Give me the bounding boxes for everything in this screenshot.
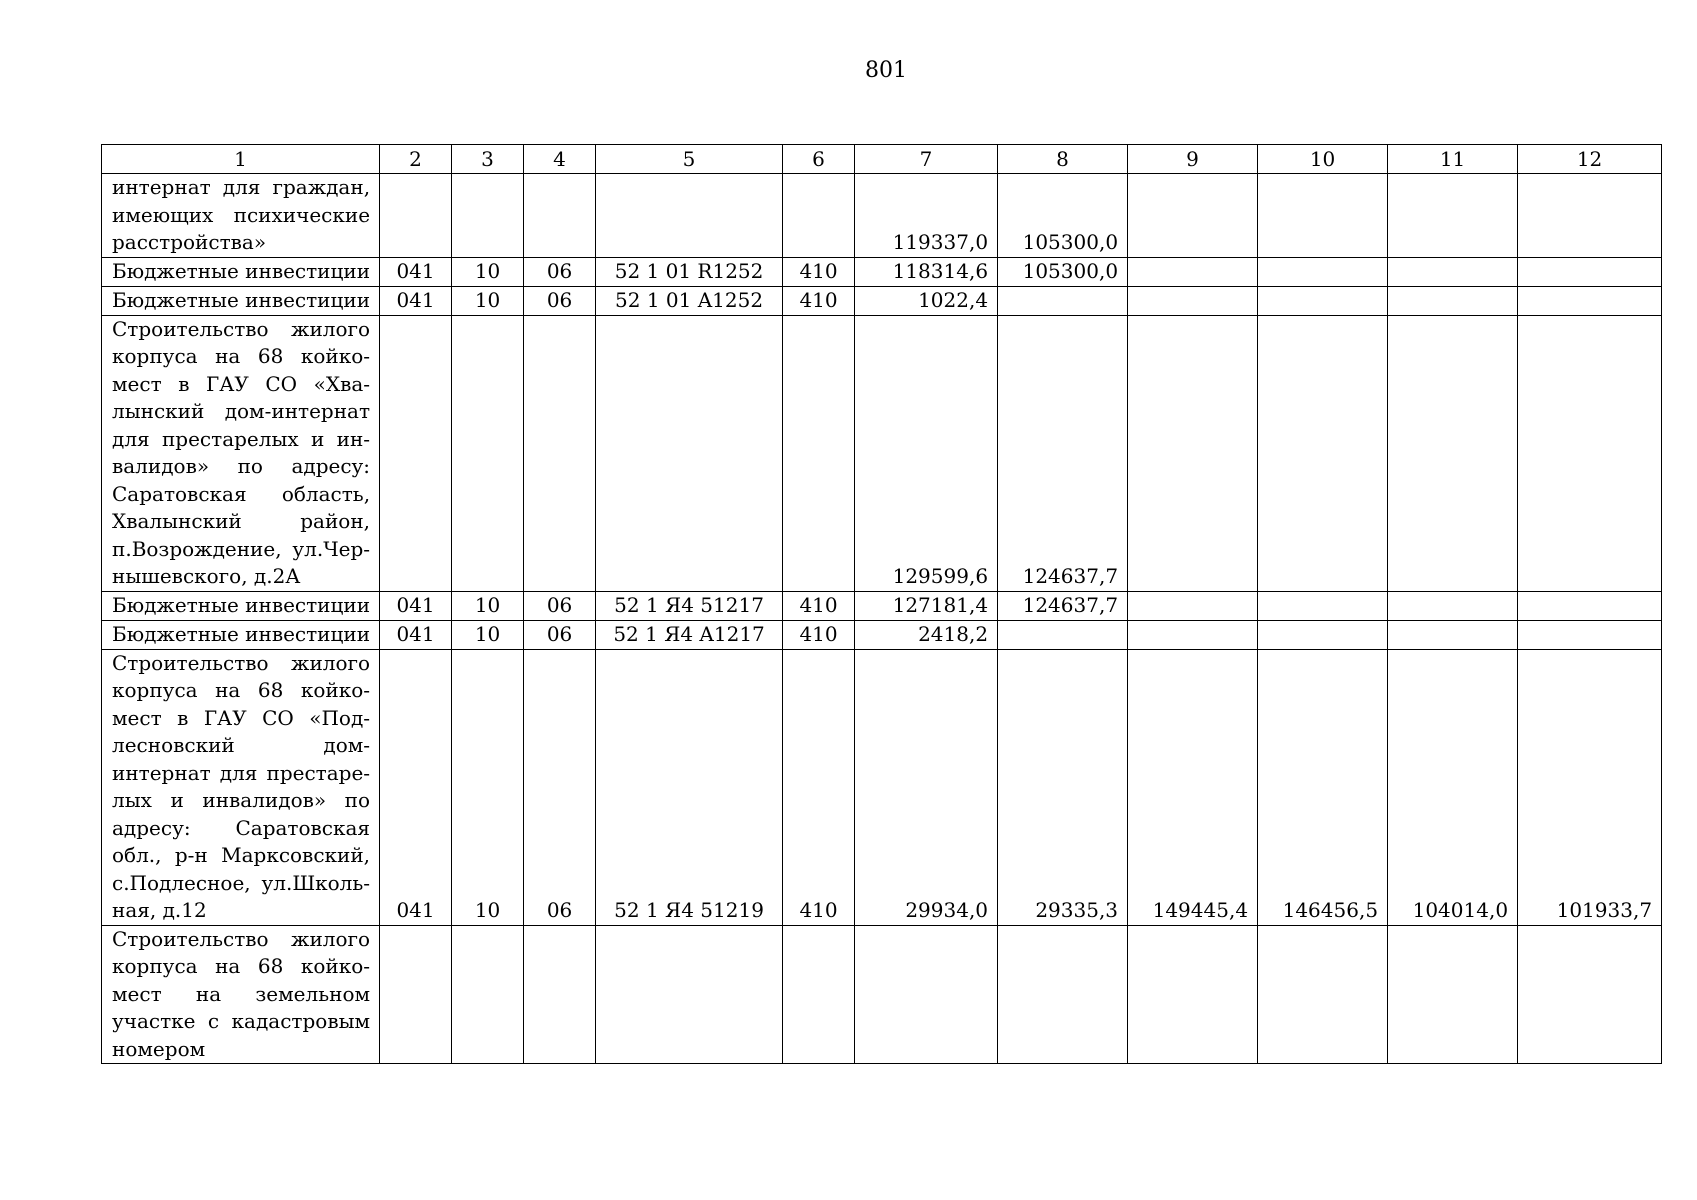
section-cell: 10 xyxy=(452,591,524,620)
amount-cell xyxy=(1388,591,1518,620)
subsection-cell: 06 xyxy=(524,286,596,315)
target-article-cell: 52 1 Я4 51219 xyxy=(596,649,783,925)
amount-cell: 101933,7 xyxy=(1518,649,1662,925)
description-line: корпуса на 68 койко- xyxy=(112,954,371,978)
column-number-cell: 4 xyxy=(524,145,596,174)
amount-cell xyxy=(1128,286,1258,315)
subsection-cell: 06 xyxy=(524,591,596,620)
section-cell: 10 xyxy=(452,257,524,286)
column-number-cell: 12 xyxy=(1518,145,1662,174)
subsection-cell xyxy=(524,925,596,1064)
description-line: с.Подлесное, ул.Школь- xyxy=(112,870,371,895)
column-number-cell: 6 xyxy=(783,145,855,174)
amount-cell xyxy=(1128,315,1258,591)
table-row xyxy=(102,649,1662,925)
amount-cell xyxy=(855,925,998,1064)
amount-cell: 105300,0 xyxy=(998,174,1128,258)
amount-cell xyxy=(1388,174,1518,258)
amount-cell: 124637,7 xyxy=(998,591,1128,620)
description-line: адресу: Саратовская xyxy=(112,815,371,840)
expense-type-cell: 410 xyxy=(783,591,855,620)
description-line: участке с кадастровым xyxy=(112,1009,371,1033)
administrator-code-cell: 041 xyxy=(380,286,452,315)
table-row xyxy=(102,315,1662,591)
amount-cell xyxy=(998,620,1128,649)
description-line: лынский дом-интернат xyxy=(112,399,371,423)
column-number-cell: 1 xyxy=(102,145,380,174)
amount-cell xyxy=(1518,925,1662,1064)
description-line: Бюджетные инвестиции xyxy=(112,621,371,646)
administrator-code-cell: 041 xyxy=(380,620,452,649)
table-row xyxy=(102,286,1662,315)
subsection-cell xyxy=(524,174,596,258)
section-cell xyxy=(452,174,524,258)
subsection-cell: 06 xyxy=(524,257,596,286)
amount-cell: 29335,3 xyxy=(998,649,1128,925)
amount-cell: 149445,4 xyxy=(1128,649,1258,925)
column-number-cell: 2 xyxy=(380,145,452,174)
subsection-cell xyxy=(524,315,596,591)
column-number-cell: 7 xyxy=(855,145,998,174)
amount-cell: 104014,0 xyxy=(1388,649,1518,925)
amount-cell xyxy=(1518,174,1662,258)
target-article-cell xyxy=(596,315,783,591)
description-line: Бюджетные инвестиции xyxy=(112,287,371,312)
amount-cell xyxy=(1388,925,1518,1064)
amount-cell xyxy=(998,286,1128,315)
amount-cell: 2418,2 xyxy=(855,620,998,649)
administrator-code-cell: 041 xyxy=(380,649,452,925)
target-article-cell: 52 1 01 R1252 xyxy=(596,257,783,286)
expense-type-cell: 410 xyxy=(783,649,855,925)
amount-cell xyxy=(1518,591,1662,620)
amount-cell: 129599,6 xyxy=(855,315,998,591)
description-line: лых и инвалидов» по xyxy=(112,788,371,812)
expense-type-cell: 410 xyxy=(783,286,855,315)
amount-cell xyxy=(1258,286,1388,315)
description-line: интернат для престаре- xyxy=(112,760,371,785)
item-description-cell xyxy=(102,591,380,620)
target-article-cell xyxy=(596,925,783,1064)
amount-cell: 146456,5 xyxy=(1258,649,1388,925)
item-description-cell xyxy=(102,174,380,258)
amount-cell xyxy=(1388,257,1518,286)
table-row xyxy=(102,174,1662,258)
description-line: мест в ГАУ СО «Хва- xyxy=(112,371,371,396)
amount-cell xyxy=(1518,620,1662,649)
section-cell: 10 xyxy=(452,649,524,925)
item-description-cell xyxy=(102,925,380,1064)
amount-cell xyxy=(1258,315,1388,591)
amount-cell xyxy=(1128,925,1258,1064)
target-article-cell xyxy=(596,174,783,258)
administrator-code-cell xyxy=(380,174,452,258)
item-description-cell xyxy=(102,257,380,286)
amount-cell xyxy=(998,925,1128,1064)
description-line: имеющих психические xyxy=(112,202,371,227)
description-line: Бюджетные инвестиции xyxy=(112,258,371,283)
amount-cell xyxy=(1388,315,1518,591)
amount-cell: 119337,0 xyxy=(855,174,998,258)
expense-type-cell: 410 xyxy=(783,620,855,649)
amount-cell: 105300,0 xyxy=(998,257,1128,286)
target-article-cell: 52 1 Я4 51217 xyxy=(596,591,783,620)
expense-type-cell xyxy=(783,315,855,591)
amount-cell xyxy=(1258,591,1388,620)
expense-type-cell xyxy=(783,174,855,258)
target-article-cell: 52 1 Я4 A1217 xyxy=(596,620,783,649)
amount-cell xyxy=(1258,257,1388,286)
table-row xyxy=(102,591,1662,620)
description-line: Строительство жилого xyxy=(112,316,371,341)
description-line: расстройства» xyxy=(112,230,267,254)
section-cell xyxy=(452,315,524,591)
subsection-cell: 06 xyxy=(524,649,596,925)
subsection-cell: 06 xyxy=(524,620,596,649)
section-cell: 10 xyxy=(452,286,524,315)
table-row xyxy=(102,925,1662,1064)
amount-cell xyxy=(1388,620,1518,649)
description-line: корпуса на 68 койко- xyxy=(112,344,371,368)
column-number-cell: 3 xyxy=(452,145,524,174)
amount-cell xyxy=(1518,257,1662,286)
amount-cell xyxy=(1388,286,1518,315)
column-number-cell: 10 xyxy=(1258,145,1388,174)
amount-cell xyxy=(1128,174,1258,258)
description-line: Строительство жилого xyxy=(112,650,371,675)
amount-cell xyxy=(1518,315,1662,591)
section-cell xyxy=(452,925,524,1064)
description-line: Хвалынский район, xyxy=(112,509,371,533)
administrator-code-cell: 041 xyxy=(380,257,452,286)
administrator-code-cell xyxy=(380,315,452,591)
amount-cell xyxy=(1258,925,1388,1064)
description-line: Саратовская область, xyxy=(112,481,371,506)
expense-type-cell xyxy=(783,925,855,1064)
column-number-cell: 5 xyxy=(596,145,783,174)
amount-cell xyxy=(1258,620,1388,649)
description-line: валидов» по адресу: xyxy=(112,454,371,478)
amount-cell: 127181,4 xyxy=(855,591,998,620)
amount-cell: 29934,0 xyxy=(855,649,998,925)
description-line: п.Возрождение, ул.Чер- xyxy=(112,536,371,561)
description-line: Строительство жилого xyxy=(112,926,371,951)
item-description-cell xyxy=(102,620,380,649)
column-number-row xyxy=(102,145,1662,174)
description-line: номером xyxy=(112,1036,206,1061)
description-line: нышевского, д.2А xyxy=(112,564,301,588)
description-line: ная, д.12 xyxy=(112,898,207,922)
amount-cell xyxy=(1258,174,1388,258)
amount-cell: 118314,6 xyxy=(855,257,998,286)
administrator-code-cell: 041 xyxy=(380,591,452,620)
page-number: 801 xyxy=(865,58,907,83)
amount-cell: 1022,4 xyxy=(855,286,998,315)
column-number-cell: 11 xyxy=(1388,145,1518,174)
description-line: обл., р-н Марксовский, xyxy=(112,843,371,867)
amount-cell xyxy=(1518,286,1662,315)
description-line: лесновский дом- xyxy=(112,733,371,757)
column-number-cell: 8 xyxy=(998,145,1128,174)
description-line: мест на земельном xyxy=(112,981,371,1006)
budget-table xyxy=(101,144,1662,1064)
administrator-code-cell xyxy=(380,925,452,1064)
section-cell: 10 xyxy=(452,620,524,649)
column-number-cell: 9 xyxy=(1128,145,1258,174)
amount-cell xyxy=(1128,257,1258,286)
description-line: интернат для граждан, xyxy=(112,175,371,199)
description-line: мест в ГАУ СО «Под- xyxy=(112,705,371,730)
item-description-cell xyxy=(102,649,380,925)
expense-type-cell: 410 xyxy=(783,257,855,286)
description-line: корпуса на 68 койко- xyxy=(112,678,371,702)
description-line: для престарелых и ин- xyxy=(112,426,371,451)
amount-cell: 124637,7 xyxy=(998,315,1128,591)
amount-cell xyxy=(1128,591,1258,620)
table-row xyxy=(102,257,1662,286)
description-line: Бюджетные инвестиции xyxy=(112,592,371,617)
amount-cell xyxy=(1128,620,1258,649)
table-row xyxy=(102,620,1662,649)
item-description-cell xyxy=(102,286,380,315)
item-description-cell xyxy=(102,315,380,591)
target-article-cell: 52 1 01 A1252 xyxy=(596,286,783,315)
